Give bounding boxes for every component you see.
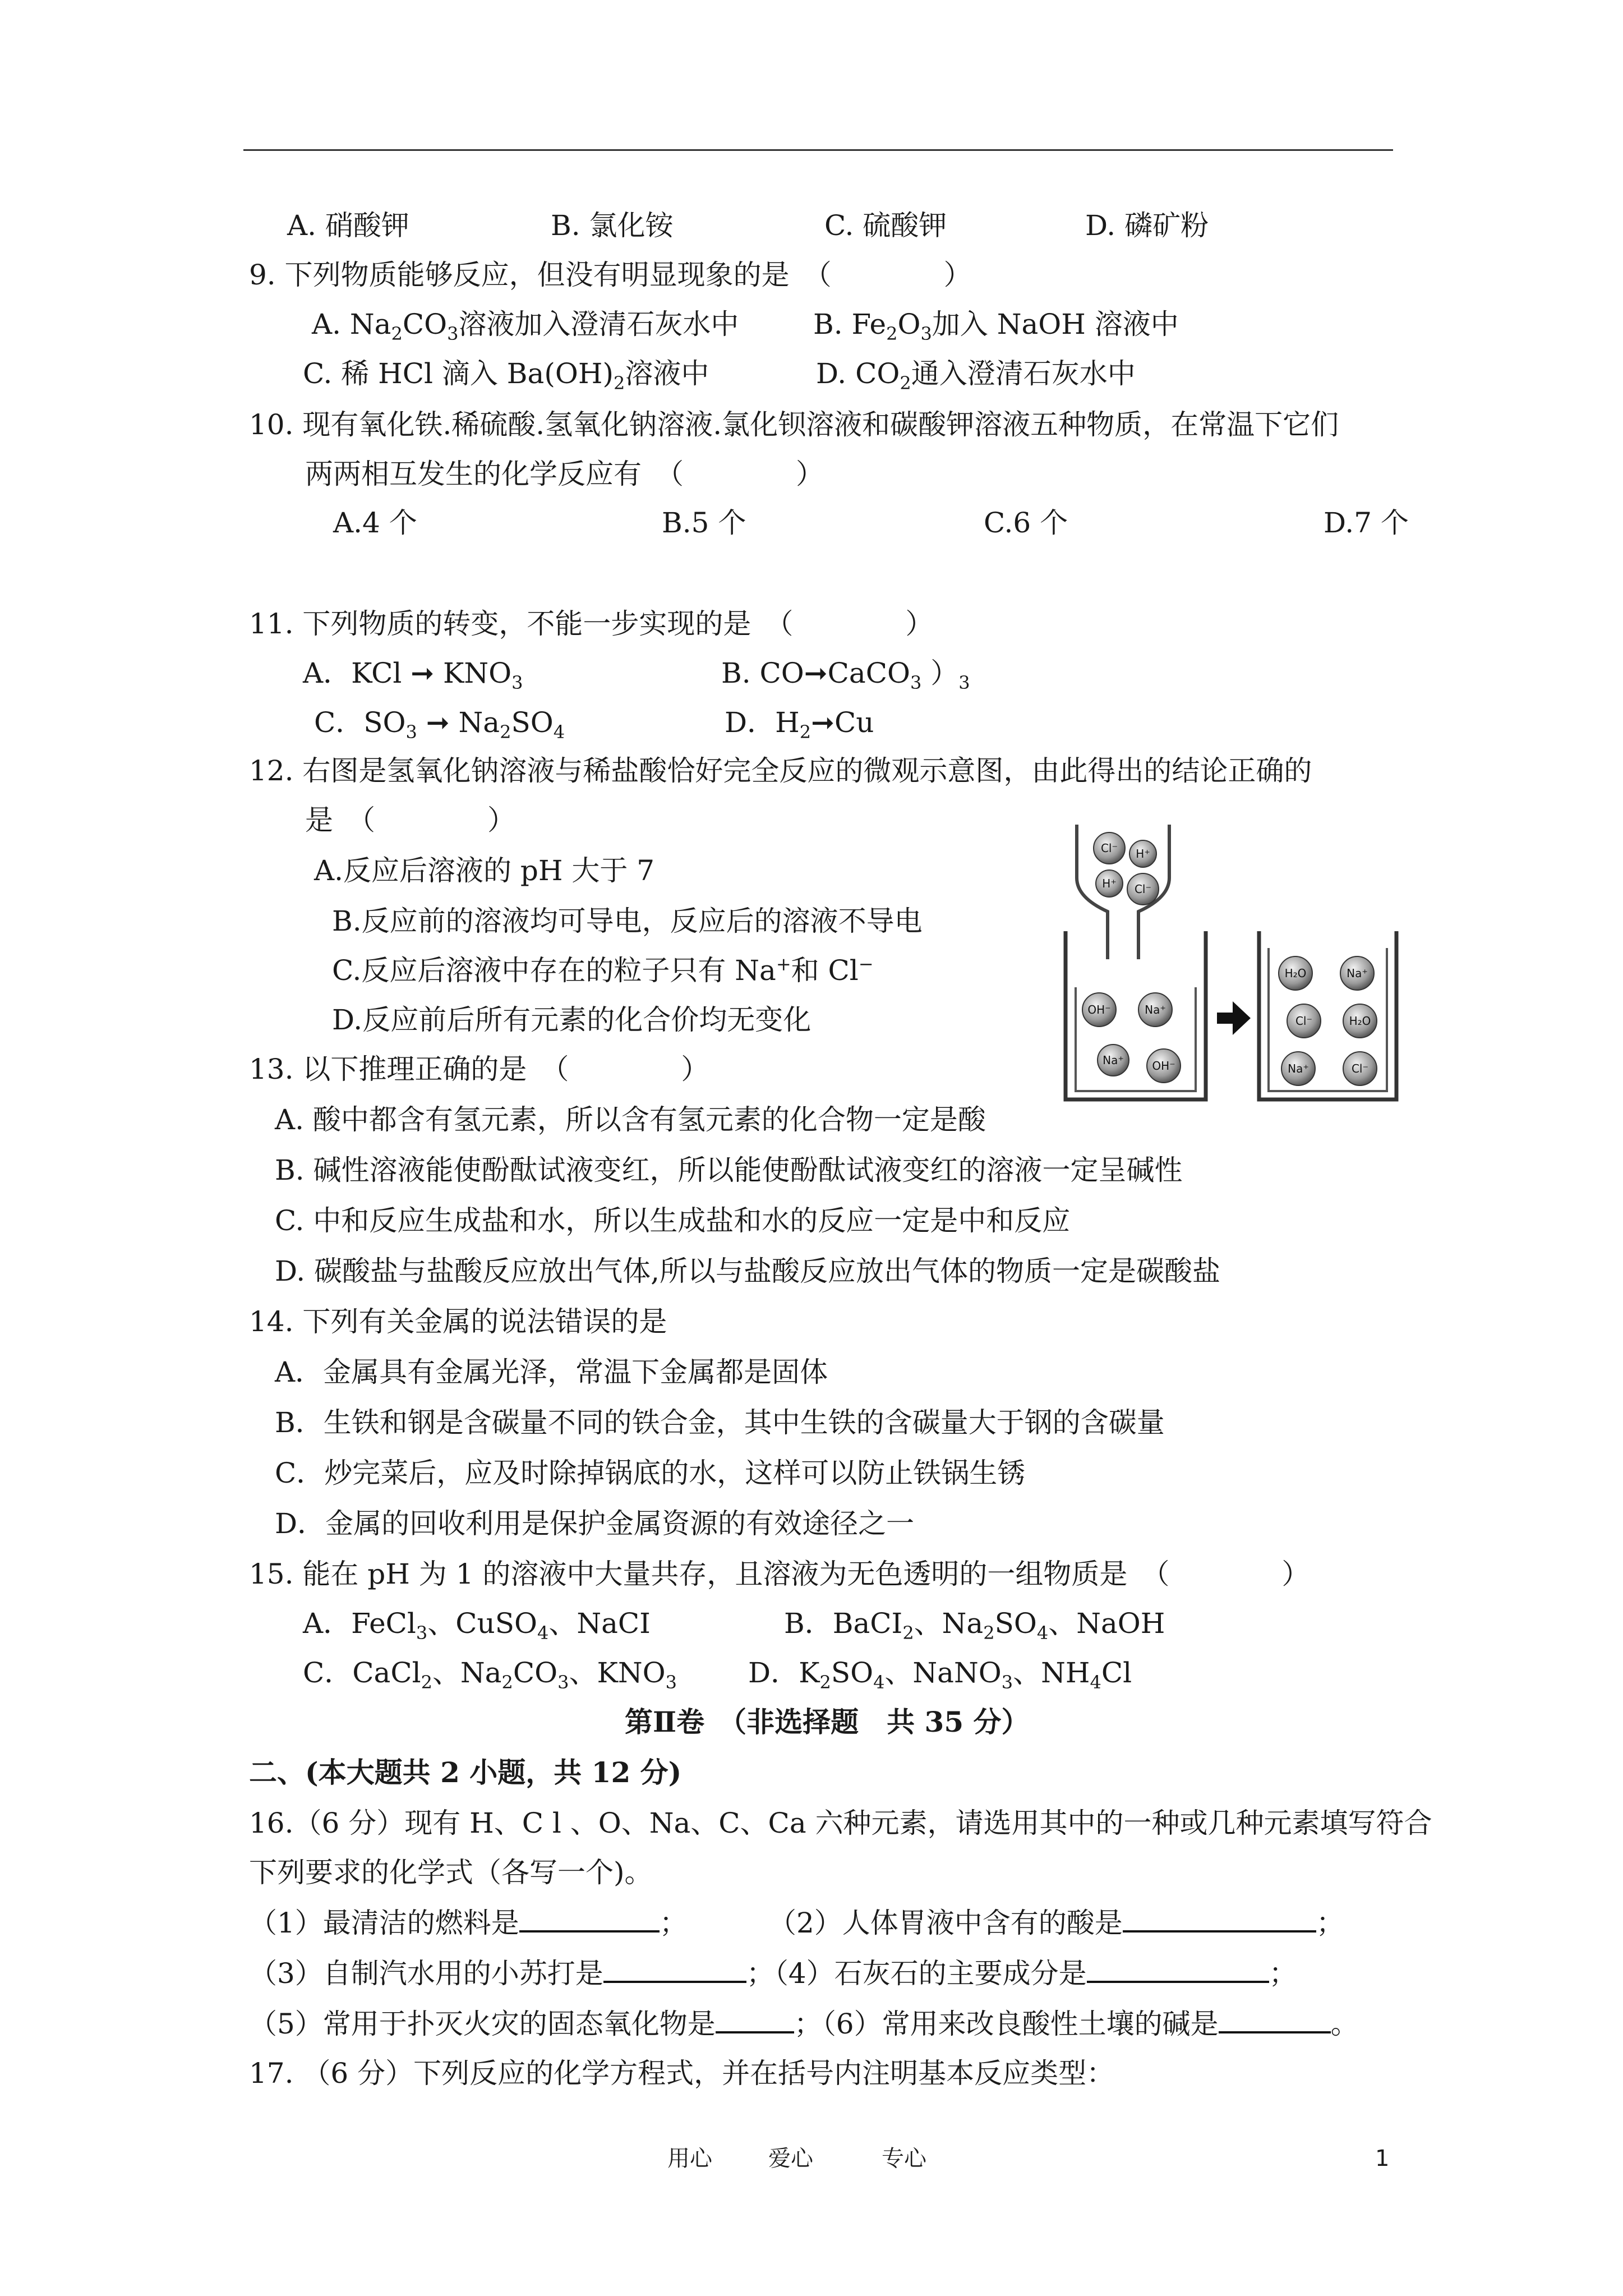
q14-option-c: C．炒完菜后，应及时除掉锅底的水，这样可以防止铁锅生锈 bbox=[275, 1457, 1026, 1489]
answer-blank[interactable] bbox=[1219, 2009, 1331, 2033]
q13-stem: 13. 以下推理正确的是 （ ） bbox=[249, 1053, 709, 1085]
answer-blank[interactable] bbox=[1087, 1958, 1269, 1983]
q16-stem-line1: 16.（6 分）现有 H、C l 、O、Na、C、Ca 六种元素，请选用其中的一种或几种元素填写符合 bbox=[249, 1807, 1432, 1839]
q15-stem: 15. 能在 pH 为 1 的溶液中大量共存，且溶液为无色透明的一组物质是 （ ） bbox=[249, 1558, 1310, 1590]
q12-option-c: C.反应后溶液中存在的粒子只有 Na+和 Cl− bbox=[332, 953, 874, 987]
q11-option-c: C．$SO_3$ ➞ $Na_2SO_4$ bbox=[314, 706, 565, 743]
q15-option-c: C．CaCl$_2$、$Na_2CO_3$、$KNO_3$ bbox=[303, 1657, 677, 1693]
ion-label: Cl⁻ bbox=[1100, 841, 1118, 855]
page-number: 1 bbox=[1375, 2146, 1390, 2171]
q11-option-b: B. CO➞CaCO$_3$ ）$_3$ bbox=[721, 657, 970, 693]
ion-label: Na⁺ bbox=[1288, 1062, 1309, 1075]
q10-option-a: A.4 个 bbox=[333, 507, 417, 539]
q15-option-a: A．FeCl$_3$、CuSO$_4$、NaCI bbox=[303, 1607, 651, 1644]
answer-blank[interactable] bbox=[716, 2009, 794, 2033]
q16-item-1: （1）最清洁的燃料是 ； bbox=[249, 1907, 688, 1939]
q16-item-2: （2）人体胃液中含有的酸是 ； bbox=[768, 1907, 1344, 1939]
q14-option-a: A．金属具有金属光泽，常温下金属都是固体 bbox=[275, 1356, 828, 1388]
ion-label: Na⁺ bbox=[1347, 967, 1368, 980]
ion-label: H₂O bbox=[1349, 1014, 1371, 1028]
q13-option-a: A. 酸中都含有氢元素，所以含有氢元素的化合物一定是酸 bbox=[275, 1103, 986, 1136]
q12-stem-line1: 12. 右图是氢氧化钠溶液与稀盐酸恰好完全反应的微观示意图，由此得出的结论正确的 bbox=[249, 754, 1312, 787]
q16-stem-line2: 下列要求的化学式（各写一个)。 bbox=[249, 1856, 653, 1889]
q9-option-d: D. $CO_2$通入澄清石灰水中 bbox=[816, 357, 1136, 394]
q11-option-a: A．KCl ➞ $KNO_3$ bbox=[303, 657, 523, 693]
ion-label: Na⁺ bbox=[1145, 1003, 1166, 1016]
q11-option-d: D．$H_2➞Cu$ bbox=[725, 706, 874, 743]
answer-blank[interactable] bbox=[519, 1908, 660, 1932]
q15-option-d: D．$K_2SO_4$、NaNO$_3$、$NH_4Cl$ bbox=[748, 1657, 1132, 1693]
q16-item-5: （5）常用于扑灭火灾的固态氧化物是 ；（6）常用来改良酸性土壤的碱是 。 bbox=[249, 2008, 1359, 2040]
q10-stem-line2: 两两相互发生的化学反应有 （ ） bbox=[305, 458, 824, 490]
q8-option-b: B. 氯化铵 bbox=[551, 209, 674, 242]
q14-option-b: B．生铁和钢是含碳量不同的铁合金，其中生铁的含碳量大于钢的含碳量 bbox=[275, 1406, 1165, 1439]
q12-option-d: D.反应前后所有元素的化合价均无变化 bbox=[332, 1004, 811, 1036]
q12-stem-line2: 是 （ ） bbox=[305, 804, 515, 836]
q17-stem: 17. （6 分）下列反应的化学方程式，并在括号内注明基本反应类型： bbox=[249, 2057, 1115, 2090]
ion-label: H₂O bbox=[1284, 967, 1307, 980]
q14-option-d: D．金属的回收利用是保护金属资源的有效途径之一 bbox=[275, 1507, 915, 1540]
reaction-arrow-icon bbox=[1217, 1001, 1251, 1035]
ion-label: H⁺ bbox=[1102, 877, 1117, 890]
q11-stem: 11. 下列物质的转变，不能一步实现的是 （ ） bbox=[249, 608, 934, 640]
ion-label: Na⁺ bbox=[1103, 1053, 1124, 1067]
q9-option-b: B. $Fe_2O_3$加入 NaOH 溶液中 bbox=[813, 308, 1179, 344]
q10-option-c: C.6 个 bbox=[984, 507, 1068, 539]
footer-mid: 爱心 bbox=[768, 2146, 813, 2171]
q8-option-a: A. 硝酸钾 bbox=[287, 209, 409, 242]
q16-item-3: （3）自制汽水用的小苏打是 ；（4）石灰石的主要成分是 ； bbox=[249, 1957, 1297, 1990]
header-rule bbox=[243, 149, 1393, 151]
part-heading: 二、(本大题共 2 小题，共 12 分) bbox=[249, 1756, 682, 1789]
q10-option-d: D.7 个 bbox=[1324, 507, 1409, 539]
q15-option-b: B．BaCI$_2$、$Na_2SO_4$、NaOH bbox=[784, 1607, 1165, 1644]
footer-left: 用心 bbox=[667, 2146, 712, 2171]
ion-label: Cl⁻ bbox=[1351, 1062, 1369, 1075]
section-title: 第Ⅱ卷 （非选择题 共 35 分） bbox=[625, 1705, 1030, 1738]
ion-label: Cl⁻ bbox=[1134, 882, 1152, 896]
q10-stem-line1: 10. 现有氧化铁.稀硫酸.氢氧化钠溶液.氯化钡溶液和碳酸钾溶液五种物质，在常温下它们 bbox=[249, 408, 1339, 441]
q9-option-c: C. 稀 HCl 滴入 $Ba(OH)_2$溶液中 bbox=[303, 357, 709, 394]
footer-right: 专心 bbox=[882, 2146, 926, 2171]
q8-option-d: D. 磷矿粉 bbox=[1085, 209, 1209, 242]
q8-option-c: C. 硫酸钾 bbox=[824, 209, 947, 242]
q9-option-a: A. $Na_2CO_3$溶液加入澄清石灰水中 bbox=[312, 308, 739, 344]
q13-option-b: B. 碱性溶液能使酚酞试液变红，所以能使酚酞试液变红的溶液一定呈碱性 bbox=[275, 1154, 1183, 1186]
ion-label: OH⁻ bbox=[1152, 1059, 1175, 1073]
q12-option-b: B.反应前的溶液均可导电，反应后的溶液不导电 bbox=[332, 905, 923, 937]
answer-blank[interactable] bbox=[603, 1958, 746, 1983]
q13-option-d: D. 碳酸盐与盐酸反应放出气体,所以与盐酸反应放出气体的物质一定是碳酸盐 bbox=[275, 1255, 1220, 1287]
ion-label: H⁺ bbox=[1136, 847, 1150, 861]
q12-option-a: A.反应后溶液的 pH 大于 7 bbox=[314, 854, 655, 887]
q10-option-b: B.5 个 bbox=[662, 507, 746, 539]
q14-stem: 14. 下列有关金属的说法错误的是 bbox=[249, 1305, 667, 1338]
q9-stem: 9. 下列物质能够反应，但没有明显现象的是 （ ） bbox=[249, 259, 972, 291]
neutralization-diagram bbox=[1054, 819, 1402, 1111]
ion-label: Cl⁻ bbox=[1295, 1014, 1313, 1028]
answer-blank[interactable] bbox=[1123, 1908, 1316, 1932]
ion-label: OH⁻ bbox=[1087, 1003, 1111, 1016]
q13-option-c: C. 中和反应生成盐和水，所以生成盐和水的反应一定是中和反应 bbox=[275, 1204, 1071, 1237]
